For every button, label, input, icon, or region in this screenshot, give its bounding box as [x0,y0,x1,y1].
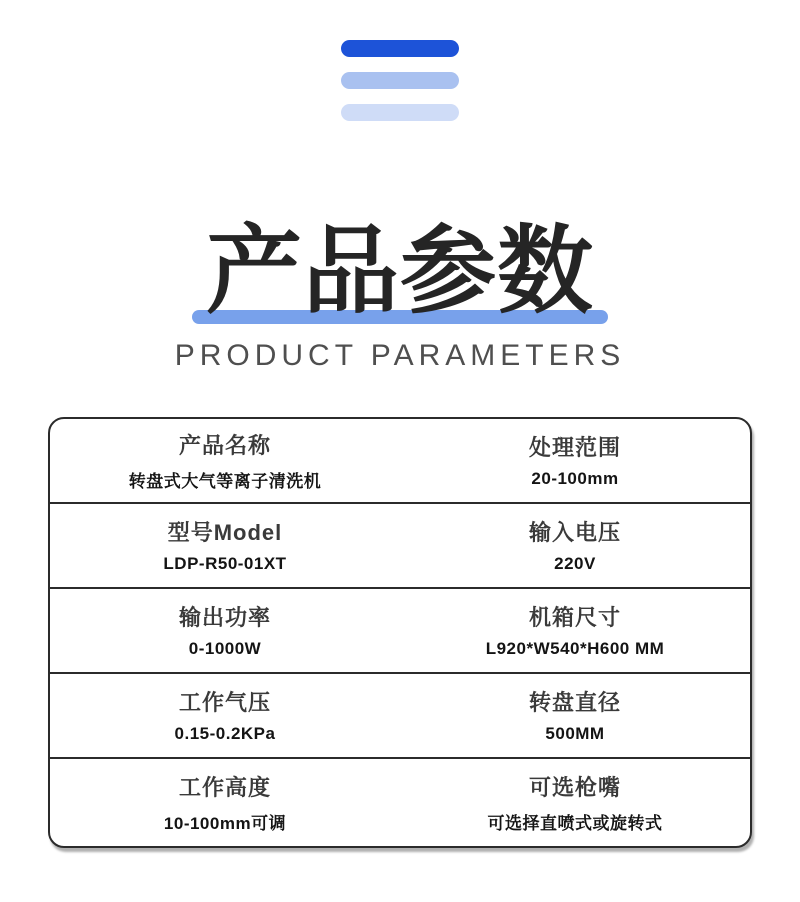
spec-cell-cabinet-size [400,589,750,672]
spec-cell-working-height [50,759,400,846]
spec-value: 20-100mm [531,469,619,489]
spec-value: 转盘式大气等离子清洗机 [128,471,322,491]
spec-cell-model [50,504,400,587]
table-row [50,504,750,589]
spec-value: 220V [554,554,596,574]
decorative-bars [0,0,800,121]
spec-value: 可选择直喷式或旋转式 [487,813,663,833]
table-row [50,759,750,846]
page-subtitle: PRODUCT PARAMETERS [174,338,626,372]
spec-cell-product-name [50,419,400,502]
page-title: 产品参数 [206,218,594,325]
spec-table [48,417,752,848]
title-block [0,218,800,325]
spec-label: 产品名称 [178,432,271,458]
spec-value: LDP-R50-01XT [163,554,287,574]
deco-bar-1 [341,40,459,57]
spec-label: 输入电压 [528,520,621,546]
table-row [50,419,750,504]
spec-cell-input-voltage [400,504,750,587]
table-row [50,589,750,674]
spec-label: 处理范围 [528,435,621,461]
spec-value: 500MM [545,724,605,744]
spec-label: 工作气压 [178,690,271,716]
spec-label: 机箱尺寸 [528,605,621,631]
spec-value: 0-1000W [188,639,262,659]
spec-label: 输出功率 [178,605,271,631]
spec-cell-output-power [50,589,400,672]
spec-label: 转盘直径 [528,690,621,716]
spec-value: L920*W540*H600 MM [485,639,665,659]
spec-cell-working-pressure [50,674,400,757]
spec-cell-turntable-diameter [400,674,750,757]
spec-value: 10-100mm可调 [163,813,287,833]
spec-label: 工作高度 [178,774,271,800]
spec-label: 可选枪嘴 [528,774,621,800]
table-row [50,674,750,759]
deco-bar-2 [341,72,459,89]
spec-cell-processing-range [400,419,750,502]
deco-bar-3 [341,104,459,121]
spec-label: 型号Model [167,520,283,546]
spec-cell-nozzle-option [400,759,750,846]
spec-value: 0.15-0.2KPa [174,724,276,744]
